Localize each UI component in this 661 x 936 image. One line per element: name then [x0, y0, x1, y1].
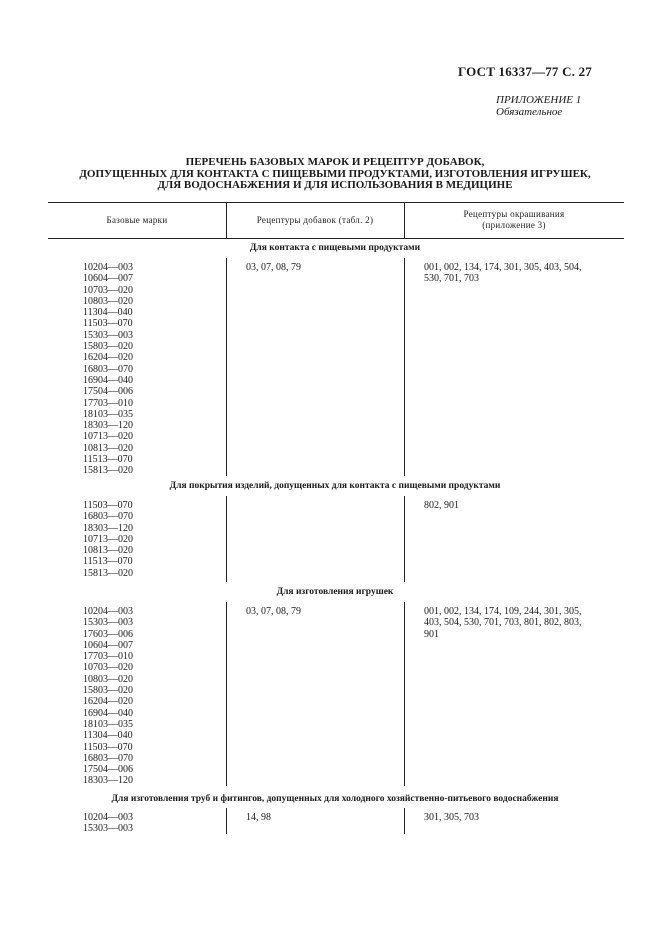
section-title: Для изготовления игрушек	[276, 587, 394, 597]
section-title: Для контакта с пищевыми продуктами	[249, 243, 421, 253]
brand-code: 15803—020	[83, 341, 133, 353]
brand-code: 10604—007	[83, 639, 133, 651]
brand-list	[83, 812, 133, 835]
brand-code: 17504—006	[83, 764, 133, 776]
brand-code: 18303—120	[83, 522, 133, 534]
brand-code: 17703—010	[83, 397, 133, 409]
brand-code: 17703—010	[83, 651, 133, 663]
brand-code: 18303—120	[83, 775, 133, 787]
brand-code: 11503—070	[83, 741, 133, 753]
brand-code: 15303—003	[83, 823, 133, 835]
section-title: Для изготовления труб и фитингов, допущенных для холодного хозяйственно-питьевого водоснабжения	[111, 794, 559, 804]
brand-code: 15303—003	[83, 617, 133, 629]
brand-code: 16204—020	[83, 352, 133, 364]
brand-code: 16204—020	[83, 696, 133, 708]
coloring-cell: 001, 002, 134, 174, 109, 244, 301, 305, 403, 504, 530, 701, 703, 801, 802, 803, 901	[424, 606, 582, 640]
column-divider	[226, 258, 227, 476]
brand-code: 10204—003	[83, 262, 133, 273]
brand-code: 15803—020	[83, 685, 133, 697]
brand-code: 10204—003	[83, 812, 133, 823]
appendix-block	[496, 94, 581, 118]
brand-code: 11304—040	[83, 730, 133, 742]
brand-code: 17603—006	[83, 628, 133, 640]
brand-code: 11513—070	[83, 556, 133, 568]
brand-code: 15303—003	[83, 329, 133, 341]
standard-number: ГОСТ 16337—77 С. 27	[458, 64, 592, 79]
document-title	[40, 157, 630, 192]
column-header-coloring-label: Рецептуры окрашивания	[463, 209, 565, 219]
column-divider	[226, 602, 227, 786]
brand-code: 16904—040	[83, 707, 133, 719]
brand-code: 10813—020	[83, 442, 133, 454]
column-header-additives	[226, 215, 404, 226]
brand-code: 16904—040	[83, 374, 133, 386]
brand-code: 15813—020	[83, 465, 133, 477]
brand-code: 18103—035	[83, 718, 133, 730]
brand-list	[83, 262, 133, 477]
brand-code: 10703—020	[83, 284, 133, 296]
brand-code: 15813—020	[83, 567, 133, 579]
section-title: Для покрытия изделий, допущенных для контакта с пищевыми продуктами	[169, 481, 501, 491]
brand-code: 10803—020	[83, 673, 133, 685]
brand-code: 16803—070	[83, 511, 133, 523]
brand-code: 17504—006	[83, 386, 133, 398]
additives-cell: 14, 98	[246, 812, 271, 823]
brand-list	[83, 500, 133, 579]
title-line: ПЕРЕЧЕНЬ БАЗОВЫХ МАРОК И РЕЦЕПТУР ДОБАВОК,	[185, 156, 485, 168]
additives-cell: 03, 07, 08, 79	[246, 606, 301, 617]
table-top-rule	[48, 202, 624, 203]
column-divider	[404, 602, 405, 786]
title-line: ДЛЯ ВОДОСНАБЖЕНИЯ И ДЛЯ ИСПОЛЬЗОВАНИЯ В МЕДИЦИНЕ	[157, 179, 513, 191]
column-divider	[404, 496, 405, 582]
appendix-status: Обязательное	[496, 106, 563, 118]
additives-cell: 03, 07, 08, 79	[246, 262, 301, 273]
brand-code: 11304—040	[83, 307, 133, 319]
brand-code: 10813—020	[83, 545, 133, 557]
title-line: ДОПУЩЕННЫХ ДЛЯ КОНТАКТА С ПИЩЕВЫМИ ПРОДУКТАМИ, ИЗГОТОВЛЕНИЯ ИГРУШЕК,	[79, 167, 591, 180]
column-header-brands-label: Базовые марки	[106, 215, 168, 225]
brand-code: 10713—020	[83, 431, 133, 443]
column-divider	[404, 258, 405, 476]
column-header-brands	[48, 215, 226, 226]
brand-code: 11503—070	[83, 500, 133, 511]
column-divider	[226, 808, 227, 834]
brand-code: 16803—070	[83, 363, 133, 375]
brand-code: 11503—070	[83, 318, 133, 330]
column-header-coloring-note: (приложение 3)	[482, 220, 546, 230]
brand-code: 18303—120	[83, 420, 133, 432]
column-header-additives-label: Рецептуры добавок (табл. 2)	[256, 215, 374, 225]
brand-code: 10713—020	[83, 533, 133, 545]
brand-code: 16803—070	[83, 752, 133, 764]
appendix-label: ПРИЛОЖЕНИЕ 1	[496, 94, 582, 106]
brand-code: 10803—020	[83, 295, 133, 307]
brand-code: 10604—007	[83, 273, 133, 285]
brand-code: 18103—035	[83, 408, 133, 420]
brand-code: 11513—070	[83, 454, 133, 466]
coloring-cell: 001, 002, 134, 174, 301, 305, 403, 504, 530, 701, 703	[424, 262, 582, 285]
table-header-rule	[48, 238, 624, 239]
column-divider	[226, 496, 227, 582]
column-header-coloring	[404, 209, 624, 231]
brand-code: 10703—020	[83, 662, 133, 674]
coloring-cell: 802, 901	[424, 500, 459, 511]
coloring-cell: 301, 305, 703	[424, 812, 479, 823]
brand-list	[83, 606, 133, 787]
brand-code: 10204—003	[83, 606, 133, 617]
column-divider	[404, 808, 405, 834]
